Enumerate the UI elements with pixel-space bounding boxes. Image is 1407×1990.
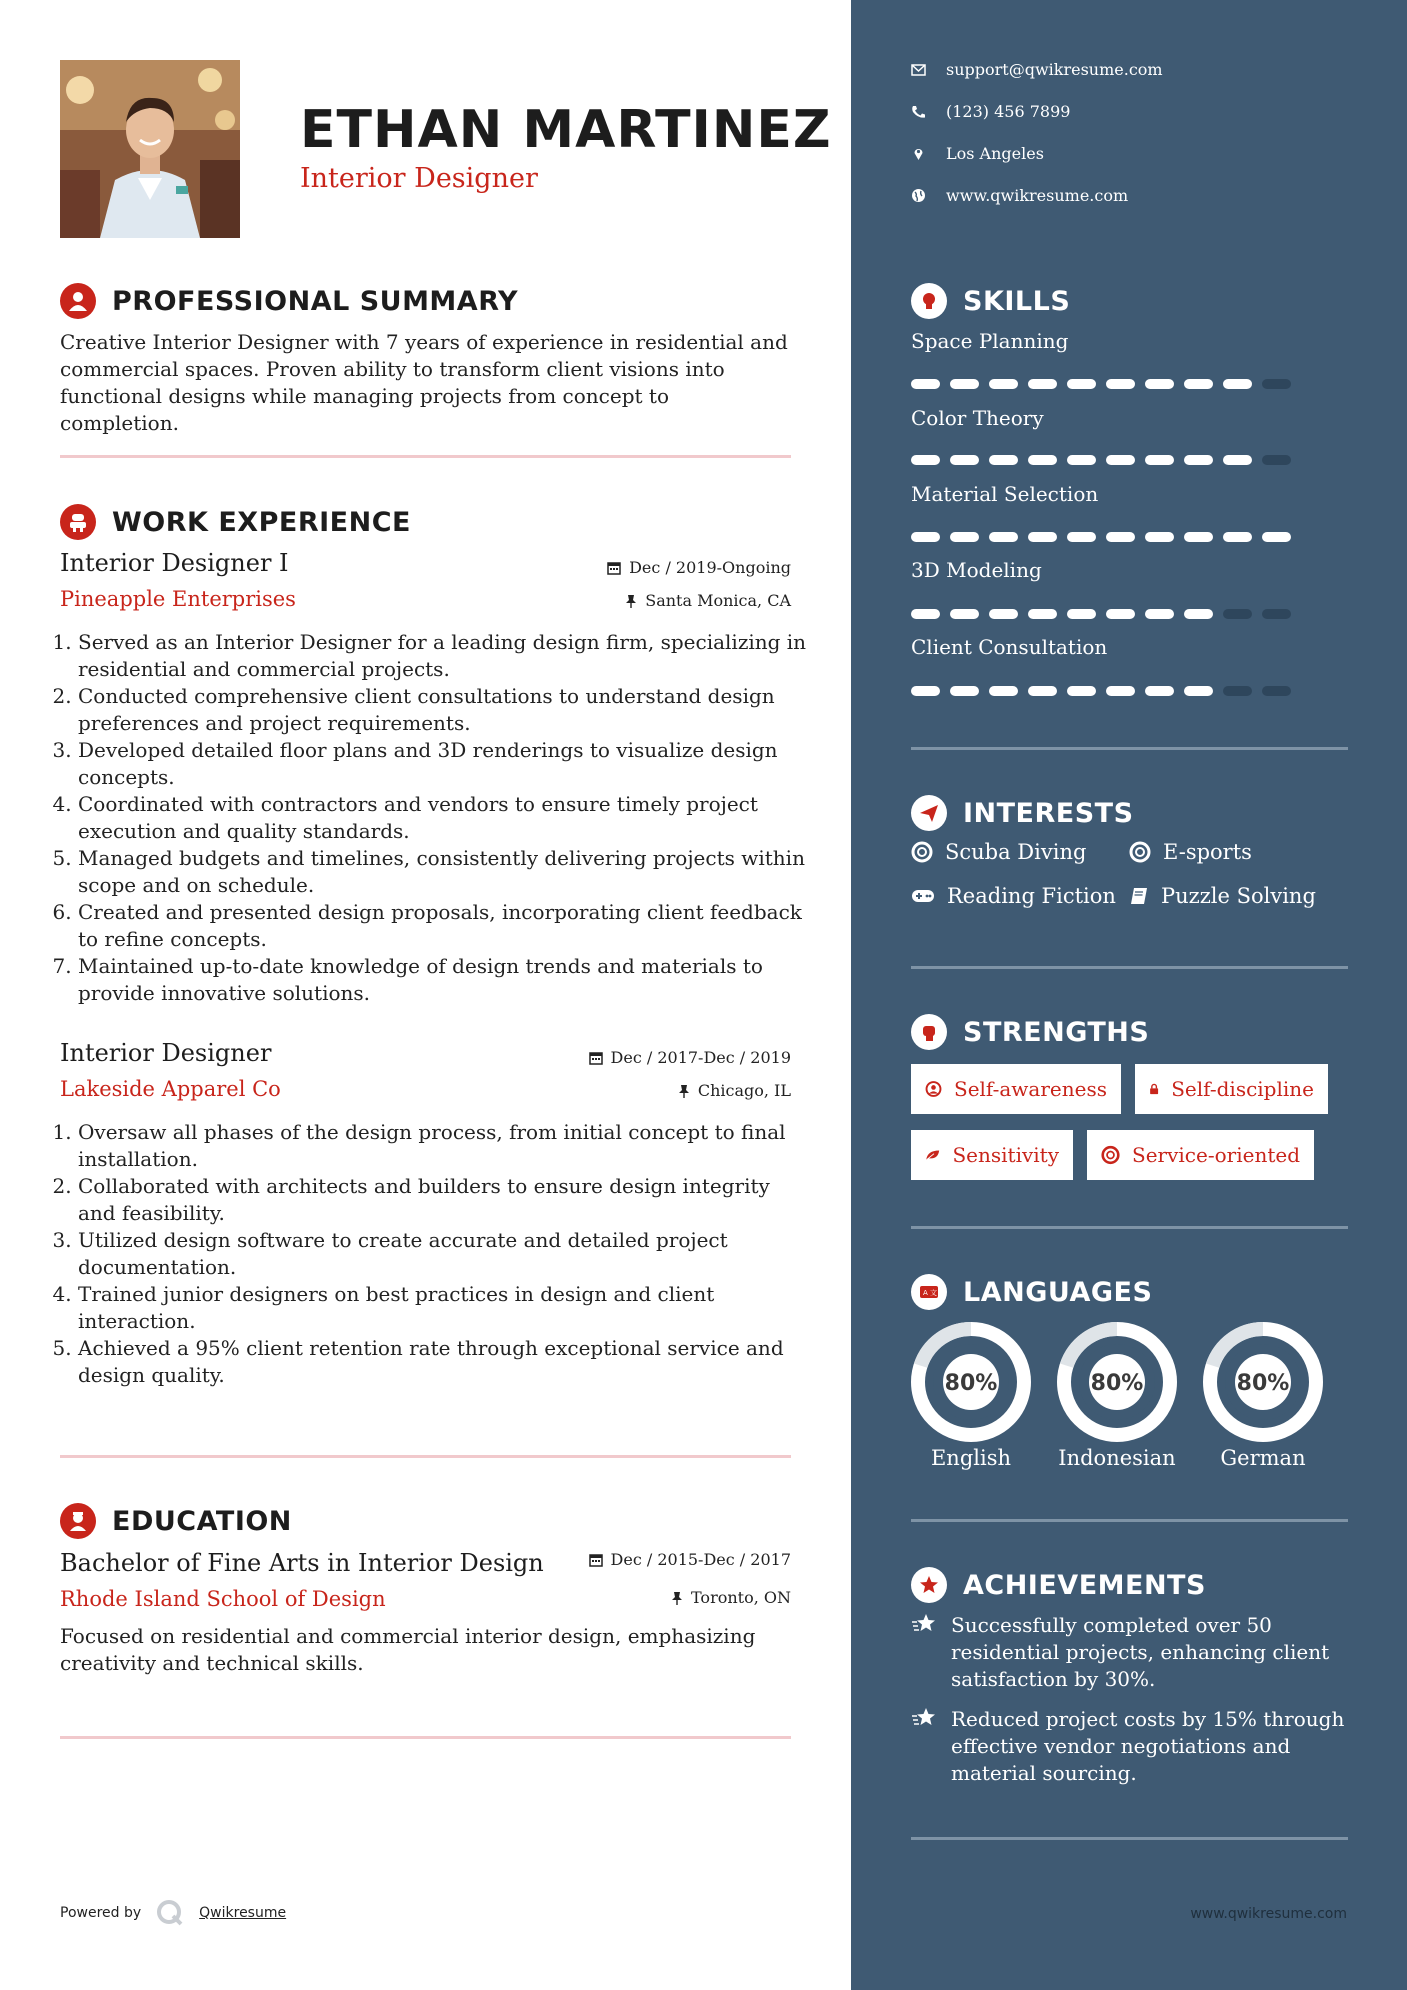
interest-item <box>1129 840 1252 864</box>
skill-dash-filled <box>950 686 979 696</box>
calendar-icon <box>589 1553 603 1567</box>
life-ring-icon <box>1101 1144 1120 1166</box>
section-divider <box>911 1226 1348 1229</box>
skill-dash-filled <box>989 532 1018 542</box>
language-icon <box>911 1274 947 1310</box>
envelope-icon <box>911 64 926 76</box>
skill-meter <box>911 609 1291 619</box>
contact-location <box>911 144 1044 163</box>
list-item: 3. Developed detailed floor plans and 3D renderings to visualize design concepts. <box>78 737 809 791</box>
strength-label: Sensitivity <box>952 1143 1059 1167</box>
skill-dash-empty <box>1262 379 1291 389</box>
gamepad-icon <box>911 888 935 904</box>
education-location <box>671 1588 791 1607</box>
skill-dash-filled <box>1145 532 1174 542</box>
section-divider <box>911 1837 1348 1840</box>
powered-by <box>60 1898 286 1928</box>
degree-title: Bachelor of Fine Arts in Interior Design <box>60 1549 544 1577</box>
education-dates <box>589 1550 791 1569</box>
languages-heading <box>911 1274 1152 1310</box>
lock-icon <box>1149 1079 1159 1099</box>
list-item: 7. Maintained up-to-date knowledge of design trends and materials to provide innovative solutions. <box>78 953 809 1007</box>
skill-dash-filled <box>1106 686 1135 696</box>
interest-item <box>911 840 1086 864</box>
skill-dash-filled <box>1028 379 1057 389</box>
qwikresume-link[interactable]: Qwikresume <box>199 1905 287 1921</box>
strengths-heading <box>911 1014 1149 1050</box>
section-divider <box>911 747 1348 750</box>
life-ring-icon <box>911 841 933 863</box>
powered-by-text: Powered by <box>60 1905 142 1921</box>
skill-dash-filled <box>1184 609 1213 619</box>
shooting-star-icon <box>911 1706 939 1730</box>
language-item <box>1201 1320 1325 1470</box>
skill-dash-filled <box>1184 455 1213 465</box>
leaf-icon <box>925 1146 940 1164</box>
achievements-heading-text: ACHIEVEMENTS <box>963 1569 1206 1601</box>
language-item <box>909 1320 1033 1470</box>
skill-name: Client Consultation <box>911 635 1108 659</box>
section-divider <box>60 1455 791 1458</box>
user-icon <box>60 283 96 319</box>
strengths-heading-text: STRENGTHS <box>963 1016 1150 1048</box>
skill-dash-filled <box>1067 455 1096 465</box>
education-heading <box>60 1503 292 1539</box>
shooting-star-icon <box>911 1612 939 1636</box>
pushpin-icon <box>671 1591 683 1605</box>
contact-email-text[interactable]: support@qwikresume.com <box>946 60 1163 79</box>
paper-plane-icon <box>911 795 947 831</box>
language-gauge <box>1201 1320 1325 1444</box>
skill-dash-filled <box>1067 686 1096 696</box>
education-heading-text: EDUCATION <box>112 1505 292 1537</box>
contact-email <box>911 60 1163 79</box>
school-name: Rhode Island School of Design <box>60 1587 386 1611</box>
job-title: Interior Designer <box>60 1039 272 1067</box>
education-dates-text: Dec / 2015-Dec / 2017 <box>610 1550 791 1569</box>
section-divider <box>911 966 1348 969</box>
strength-chip <box>1087 1130 1314 1180</box>
language-percent: 80% <box>1090 1371 1144 1396</box>
skill-dash-filled <box>1106 379 1135 389</box>
profile-photo <box>60 60 240 238</box>
skill-dash-empty <box>1223 609 1252 619</box>
job-title: Interior Designer I <box>60 549 289 577</box>
experience-heading <box>60 504 411 540</box>
skill-name: Space Planning <box>911 329 1069 353</box>
list-item: 6. Created and presented design proposals, incorporating client feedback to refine concepts. <box>78 899 809 953</box>
location-pin-icon <box>911 146 926 161</box>
education-description: Focused on residential and commercial interior design, emphasizing creativity and technical skills. <box>60 1624 756 1675</box>
interest-label: E-sports <box>1163 840 1252 864</box>
phone-icon <box>911 105 926 119</box>
skill-dash-filled <box>1028 455 1057 465</box>
svg-text:A: A <box>923 1289 928 1297</box>
pushpin-icon <box>678 1084 690 1098</box>
globe-icon <box>911 188 926 203</box>
job-bullets <box>60 629 809 1007</box>
language-name: German <box>1220 1446 1306 1470</box>
skill-dash-filled <box>911 609 940 619</box>
job-dates-text: Dec / 2017-Dec / 2019 <box>610 1048 791 1067</box>
summary-heading-text: PROFESSIONAL SUMMARY <box>112 285 519 317</box>
sidebar <box>851 0 1407 1990</box>
summary-text: Creative Interior Designer with 7 years of experience in residential and commercial spaces. Proven ability to transform client visions into functional designs while managing projects from concept to completion. <box>60 330 788 435</box>
skill-dash-filled <box>1184 379 1213 389</box>
skill-dash-filled <box>1067 532 1096 542</box>
achievement-item <box>911 1706 1351 1787</box>
skill-dash-empty <box>1262 609 1291 619</box>
skill-dash-filled <box>950 455 979 465</box>
language-name: Indonesian <box>1058 1446 1176 1470</box>
contact-phone-text: (123) 456 7899 <box>946 102 1071 121</box>
job-company: Lakeside Apparel Co <box>60 1077 281 1101</box>
experience-heading-text: WORK EXPERIENCE <box>112 506 411 538</box>
skill-name: Color Theory <box>911 406 1044 430</box>
candidate-name: ETHAN MARTINEZ <box>300 100 832 160</box>
skills-heading <box>911 283 1070 319</box>
skill-dash-filled <box>1106 455 1135 465</box>
achievement-item <box>911 1612 1351 1693</box>
list-item: 5. Managed budgets and timelines, consistently delivering projects within scope and on schedule. <box>78 845 809 899</box>
list-item: 1. Oversaw all phases of the design process, from initial concept to final installation. <box>78 1119 809 1173</box>
skill-dash-empty <box>1223 686 1252 696</box>
skill-dash-filled <box>989 455 1018 465</box>
skill-dash-filled <box>1067 379 1096 389</box>
qwikresume-logo-icon <box>155 1898 185 1928</box>
life-ring-icon <box>1129 841 1151 863</box>
list-item: 5. Achieved a 95% client retention rate through exceptional service and design quality. <box>78 1335 809 1389</box>
skill-dash-filled <box>911 686 940 696</box>
job-location <box>678 1081 791 1100</box>
skill-dash-filled <box>1028 609 1057 619</box>
contact-website-text[interactable]: www.qwikresume.com <box>946 186 1129 205</box>
skill-name: 3D Modeling <box>911 558 1042 582</box>
skill-dash-filled <box>950 532 979 542</box>
list-item: 3. Utilized design software to create accurate and detailed project documentation. <box>78 1227 809 1281</box>
skill-dash-filled <box>911 455 940 465</box>
job-location <box>625 591 791 610</box>
interest-item <box>1129 884 1316 908</box>
skill-dash-filled <box>1223 379 1252 389</box>
skill-dash-filled <box>1028 686 1057 696</box>
skill-dash-filled <box>1223 455 1252 465</box>
skill-dash-filled <box>1106 609 1135 619</box>
skill-name: Material Selection <box>911 482 1099 506</box>
contact-website <box>911 186 1128 205</box>
education-location-text: Toronto, ON <box>691 1588 791 1607</box>
skill-meter <box>911 455 1291 465</box>
graduation-icon <box>60 1503 96 1539</box>
skill-dash-filled <box>911 379 940 389</box>
skills-heading-text: SKILLS <box>963 285 1071 317</box>
interest-item <box>911 884 1116 908</box>
language-gauge <box>909 1320 1033 1444</box>
skill-meter <box>911 686 1291 696</box>
skill-dash-filled <box>950 609 979 619</box>
skill-dash-filled <box>1145 686 1174 696</box>
list-item: 4. Coordinated with contractors and vendors to ensure timely project execution and quality standards. <box>78 791 809 845</box>
strength-label: Self-discipline <box>1171 1077 1314 1101</box>
language-name: English <box>930 1446 1012 1470</box>
book-icon <box>1129 886 1149 906</box>
interest-label: Scuba Diving <box>945 840 1087 864</box>
candidate-title: Interior Designer <box>300 163 538 194</box>
skill-dash-filled <box>1223 532 1252 542</box>
svg-text:文: 文 <box>930 1289 937 1297</box>
job-dates-text: Dec / 2019-Ongoing <box>629 558 791 577</box>
achievements-heading <box>911 1567 1206 1603</box>
calendar-icon <box>589 1051 603 1065</box>
strength-label: Self-awareness <box>954 1077 1107 1101</box>
job-dates <box>607 558 791 577</box>
list-item: 1. Served as an Interior Designer for a leading design firm, specializing in residential and commercial projects. <box>78 629 809 683</box>
contact-location-text: Los Angeles <box>946 144 1044 163</box>
list-item: 2. Collaborated with architects and builders to ensure design integrity and feasibility. <box>78 1173 809 1227</box>
list-item: 2. Conducted comprehensive client consultations to understand design preferences and project requirements. <box>78 683 809 737</box>
skill-dash-filled <box>1028 532 1057 542</box>
skill-dash-filled <box>1184 532 1213 542</box>
achievement-text: Reduced project costs by 15% through effective vendor negotiations and material sourcing. <box>951 1707 1345 1785</box>
language-gauge <box>1055 1320 1179 1444</box>
interests-heading-text: INTERESTS <box>963 797 1134 829</box>
section-divider <box>60 455 791 458</box>
job-location-text: Chicago, IL <box>697 1081 791 1100</box>
skill-dash-filled <box>989 686 1018 696</box>
footer-url[interactable]: www.qwikresume.com <box>1190 1906 1347 1922</box>
skill-dash-filled <box>989 609 1018 619</box>
lightbulb-icon <box>911 283 947 319</box>
skill-dash-filled <box>1262 532 1291 542</box>
job-company: Pineapple Enterprises <box>60 587 296 611</box>
star-badge-icon <box>911 1567 947 1603</box>
skill-dash-empty <box>1262 686 1291 696</box>
section-divider <box>60 1736 791 1739</box>
skill-dash-filled <box>1145 455 1174 465</box>
interest-label: Puzzle Solving <box>1161 884 1316 908</box>
contact-phone <box>911 102 1070 121</box>
skill-meter <box>911 379 1291 389</box>
list-item: 4. Trained junior designers on best practices in design and client interaction. <box>78 1281 809 1335</box>
skill-dash-filled <box>1145 609 1174 619</box>
achievement-text: Successfully completed over 50 residential projects, enhancing client satisfaction by 30%. <box>951 1613 1330 1691</box>
skill-dash-empty <box>1262 455 1291 465</box>
calendar-icon <box>607 561 621 575</box>
skill-dash-filled <box>1184 686 1213 696</box>
strength-chip <box>1135 1064 1328 1114</box>
job-bullets <box>60 1119 809 1389</box>
strength-chip <box>911 1130 1073 1180</box>
fist-icon <box>911 1014 947 1050</box>
summary-heading <box>60 283 518 319</box>
skill-dash-filled <box>1067 609 1096 619</box>
language-percent: 80% <box>944 1371 998 1396</box>
strength-label: Service-oriented <box>1132 1143 1300 1167</box>
strength-chip <box>911 1064 1121 1114</box>
skill-dash-filled <box>950 379 979 389</box>
languages-heading-text: LANGUAGES <box>963 1276 1153 1308</box>
section-divider <box>911 1519 1348 1522</box>
language-percent: 80% <box>1236 1371 1290 1396</box>
briefcase-icon <box>60 504 96 540</box>
skill-dash-filled <box>1145 379 1174 389</box>
skill-dash-filled <box>911 532 940 542</box>
interests-heading <box>911 795 1134 831</box>
language-item <box>1055 1320 1179 1470</box>
job-location-text: Santa Monica, CA <box>645 591 791 610</box>
skill-dash-filled <box>989 379 1018 389</box>
user-circle-icon <box>925 1078 942 1100</box>
skill-dash-filled <box>1106 532 1135 542</box>
skill-meter <box>911 532 1291 542</box>
pushpin-icon <box>625 594 637 608</box>
job-dates <box>589 1048 791 1067</box>
interest-label: Reading Fiction <box>947 884 1116 908</box>
